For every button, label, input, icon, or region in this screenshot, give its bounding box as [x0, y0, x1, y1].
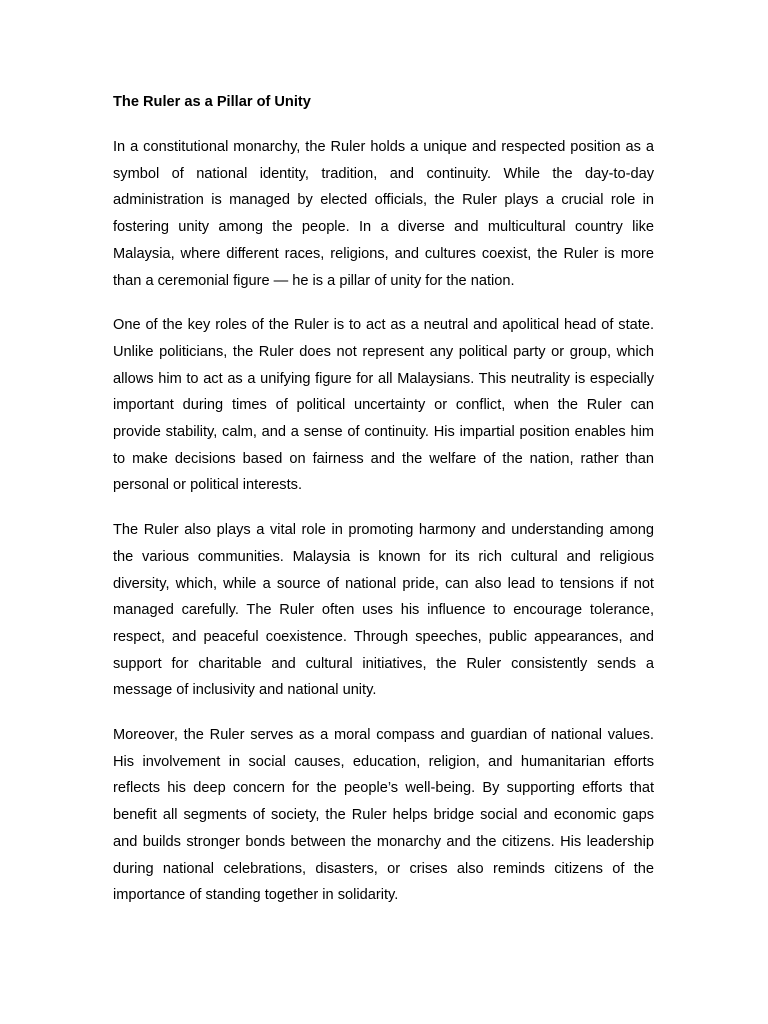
paragraph-3: The Ruler also plays a vital role in promoting harmony and understanding among the various communities. Malaysia is known for its rich cultural and religious diversity, which, while a source of national pride, can also lead to tensions if not managed carefully. The Ruler often uses his influence to encourage tolerance, respect, and peaceful coexistence. Through speeches, public appearances, and support for charitable and cultural initiatives, the Ruler consistently sends a message of inclusivity and national unity.	[113, 522, 654, 699]
paragraph-2: One of the key roles of the Ruler is to act as a neutral and apolitical head of state. Unlike politicians, the Ruler does not represent any political party or group, which allows him to act as a unifying figure for all Malaysians. This neutrality is especially important during times of political uncertainty or conflict, when the Ruler can provide stability, calm, and a sense of continuity. His impartial position enables him to make decisions based on fairness and the welfare of the nation, rather than personal or political interests.	[113, 317, 654, 494]
document-title: The Ruler as a Pillar of Unity	[113, 94, 311, 110]
paragraph-1: In a constitutional monarchy, the Ruler holds a unique and respected position as a symbol of national identity, tradition, and continuity. While the day-to-day administration is managed by elected officials, the Ruler plays a crucial role in fostering unity among the people. In a diverse and multicultural country like Malaysia, where different races, religions, and cultures coexist, the Ruler is more than a ceremonial figure — he is a pillar of unity for the nation.	[113, 139, 654, 289]
paragraph-4: Moreover, the Ruler serves as a moral compass and guardian of national values. His involvement in social causes, education, religion, and humanitarian efforts reflects his deep concern for the people’s well-being. By supporting efforts that benefit all segments of society, the Ruler helps bridge social and economic gaps and builds stronger bonds between the monarchy and the citizens. His leadership during national celebrations, disasters, or crises also reminds citizens of the importance of standing together in solidarity.	[113, 727, 654, 904]
document-page	[113, 92, 654, 927]
